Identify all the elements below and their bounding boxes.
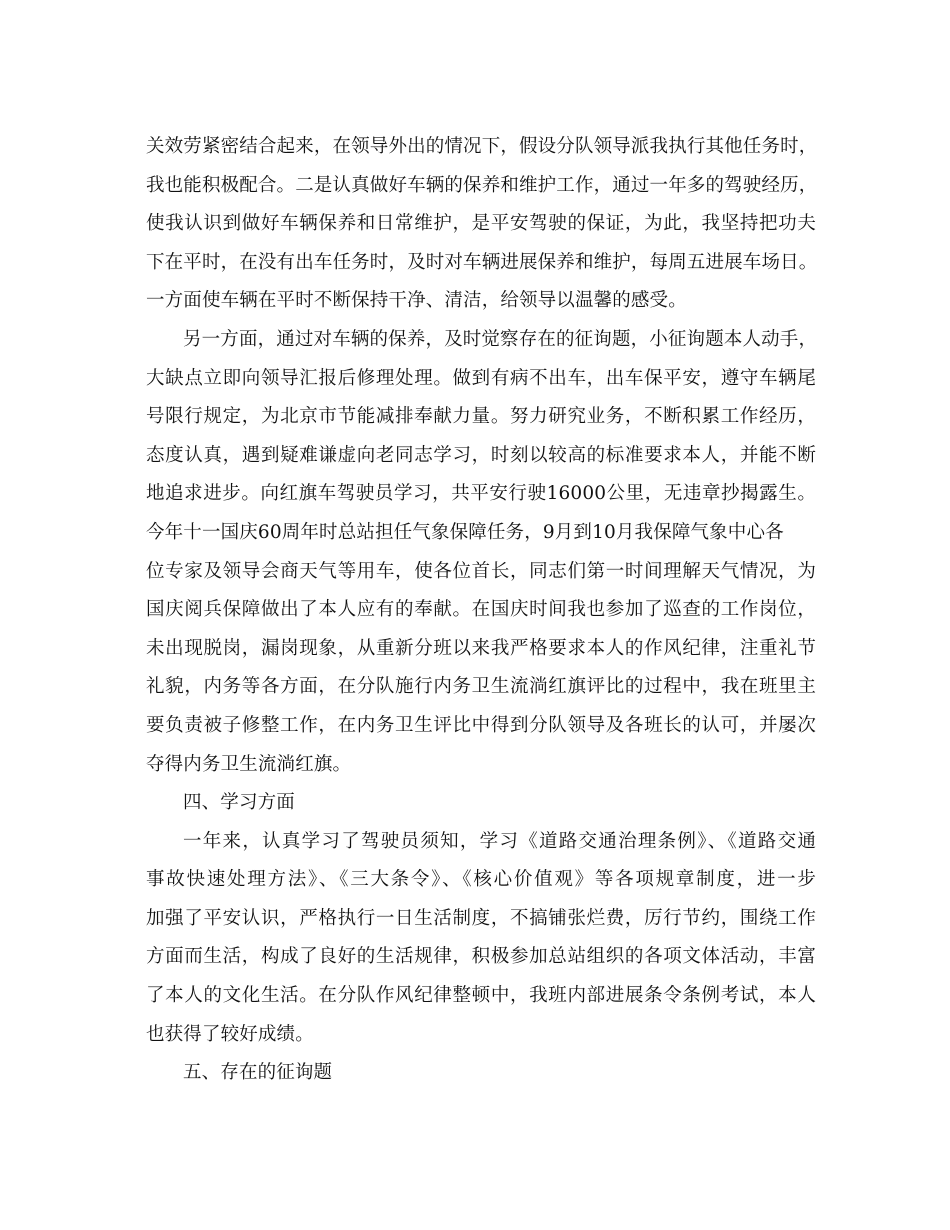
paragraph-first-line: 一年来，认真学习了驾驶员须知，学习《道路交通治理条例》、《道路交通 [183,830,816,852]
text-line: 夺得内务卫生流淌红旗。 [146,753,352,775]
text-line: 关效劳紧密结合起来，在领导外出的情况下，假设分队领导派我执行其他任务时， [146,136,818,157]
text-line: 也获得了较好成绩。 [146,1023,314,1045]
text-line: 了本人的文化生活。在分队作风纪律整顿中，我班内部进展条令条例考试，本人 [146,985,816,1007]
text-line: 国庆阅兵保障做出了本人应有的奉献。在国庆时间我也参加了巡查的工作岗位， [146,599,816,621]
paragraph-first-line: 另一方面，通过对车辆的保养，及时觉察存在的征询题，小征询题本人动手， [183,328,818,350]
text-line: 大缺点立即向领导汇报后修理处理。做到有病不出车，出车保平安，遵守车辆尾 [146,367,816,389]
text-line: 今年十一国庆60周年时总站担任气象保障任务，9月到10月我保障气象中心各 [146,521,784,543]
text-line: 事故快速处理方法》、《三大条令》、《核心价值观》等各项规章制度，进一步 [146,869,816,891]
text-line: 一方面使车辆在平时不断保持干净、清洁，给领导以温馨的感受。 [146,290,687,312]
document-body [146,128,816,1093]
text-line: 方面而生活，构成了良好的生活规律，积极参加总站组织的各项文体活动，丰富 [146,946,816,968]
text-line: 要负责被子修整工作，在内务卫生评比中得到分队领导及各班长的认可，并屡次 [146,714,816,736]
text-line: 使我认识到做好车辆保养和日常维护，是平安驾驶的保证，为此，我坚持把功夫 [146,213,816,235]
section-heading-study: 四、学习方面 [183,792,295,814]
text-line: 礼貌，内务等各方面，在分队施行内务卫生流淌红旗评比的过程中，我在班里主 [146,676,816,698]
text-line: 号限行规定，为北京市节能减排奉献力量。努力研究业务，不断积累工作经历， [146,406,816,428]
text-line: 下在平时，在没有出车任务时，及时对车辆进展保养和维护，每周五进展车场日。 [146,251,818,273]
text-line: 位专家及领导会商天气等用车，使各位首长，同志们第一时间理解天气情况，为 [146,560,816,582]
text-line: 地追求进步。向红旗车驾驶员学习，共平安行驶16000公里，无违章抄揭露生。 [146,483,816,505]
section-heading-issues: 五、存在的征询题 [183,1062,333,1084]
text-line: 态度认真，遇到疑难谦虚向老同志学习，时刻以较高的标准要求本人，并能不断 [146,444,816,466]
text-line: 我也能积极配合。二是认真做好车辆的保养和维护工作，通过一年多的驾驶经历， [146,174,818,196]
text-line: 加强了平安认识，严格执行一日生活制度，不搞铺张烂费，厉行节约，围绕工作 [146,907,816,929]
text-line: 未出现脱岗，漏岗现象，从重新分班以来我严格要求本人的作风纪律，注重礼节 [146,637,816,659]
